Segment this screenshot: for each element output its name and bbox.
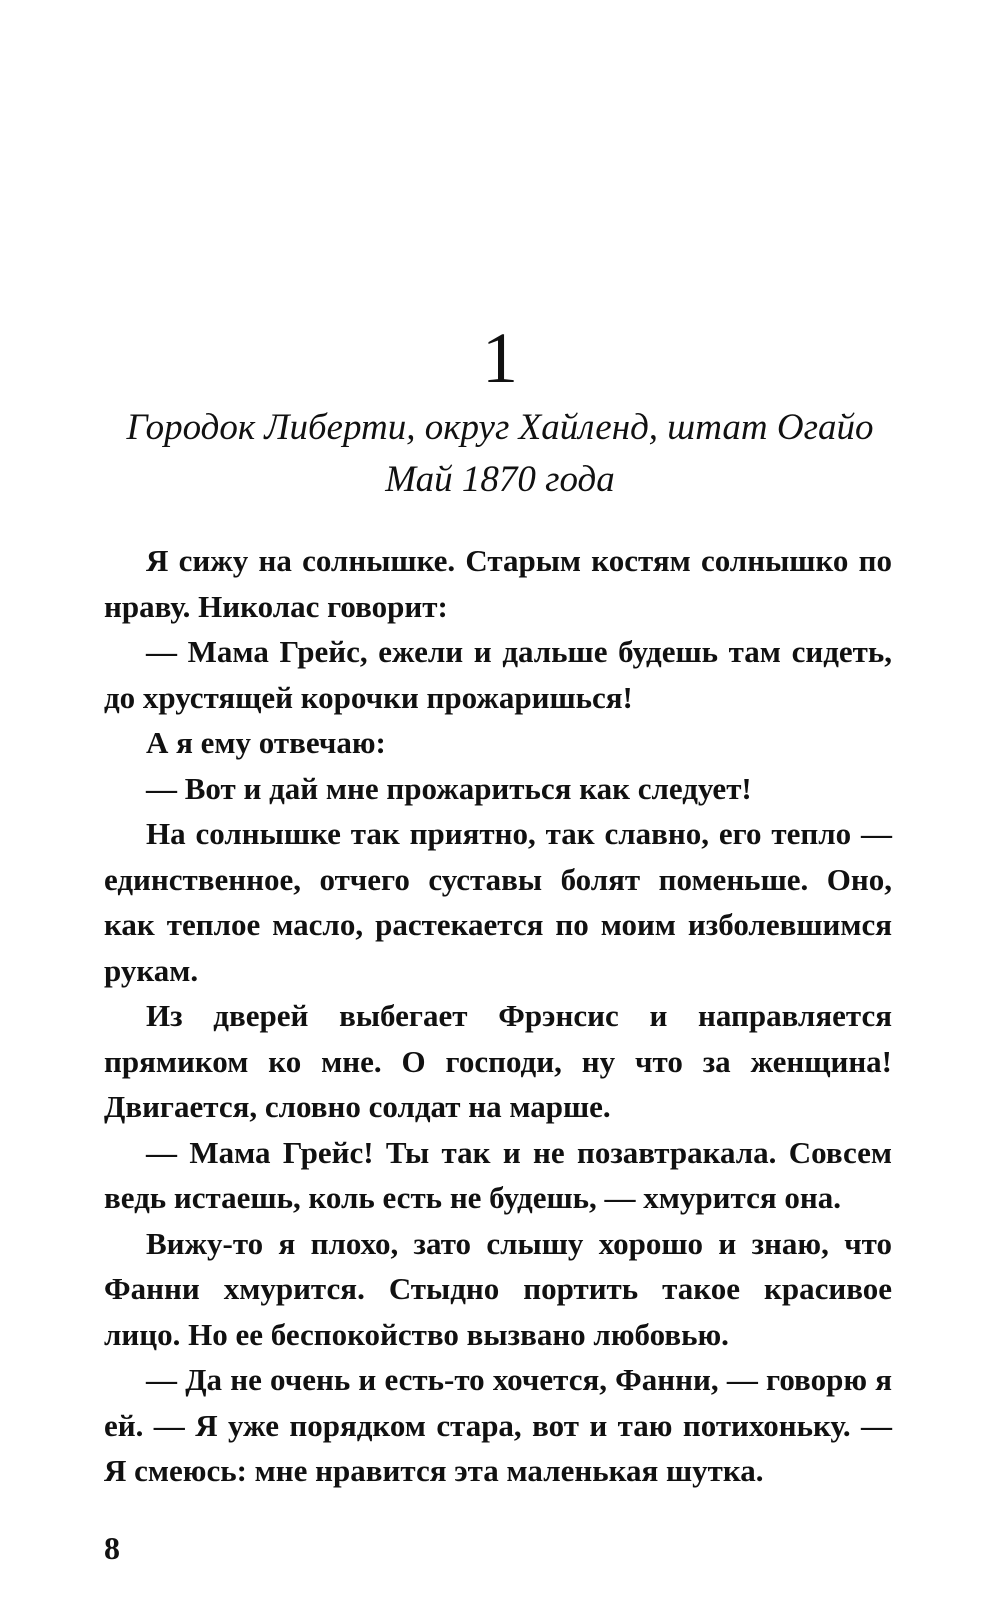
chapter-location: Городок Либерти, округ Хайленд, штат Огайо	[126, 407, 874, 448]
paragraph: Из дверей выбегает Фрэнсис и направляется прямиком ко мне. О господи, ну что за женщина! Двигается, словно солдат на марше.	[104, 998, 892, 1124]
paragraph: — Вот и дай мне прожариться как следует!	[146, 770, 752, 806]
body-text	[104, 538, 892, 1494]
paragraph: — Мама Грейс! Ты так и не позавтракала. Совсем ведь истаешь, коль есть не будешь, — хмурится она.	[104, 1134, 892, 1215]
chapter-subtitle	[60, 402, 940, 506]
paragraph: Я сижу на солнышке. Старым костям солнышко по нраву. Николас говорит:	[104, 543, 892, 624]
paragraph: Вижу-то я плохо, зато слышу хорошо и знаю, что Фанни хмурится. Стыдно портить такое красивое лицо. Но ее беспокойство вызвано любовью.	[104, 1225, 892, 1352]
page-number: 8	[104, 1530, 120, 1566]
paragraph: А я ему отвечаю:	[146, 725, 386, 760]
paragraph: На солнышке так приятно, так славно, его тепло — единственное, отчего суставы болят поменьше. Оно, как теплое масло, растекается по моим изболевшимся рукам.	[104, 816, 892, 988]
chapter-date: Май 1870 года	[385, 459, 615, 500]
paragraph: — Мама Грейс, ежели и дальше будешь там сидеть, до хрустящей корочки прожаришься!	[104, 634, 892, 715]
paragraph: — Да не очень и есть-то хочется, Фанни, — говорю я ей. — Я уже порядком стара, вот и таю потихоньку. — Я смеюсь: мне нравится эта маленькая шутка.	[104, 1362, 892, 1488]
chapter-number: 1	[482, 318, 518, 398]
